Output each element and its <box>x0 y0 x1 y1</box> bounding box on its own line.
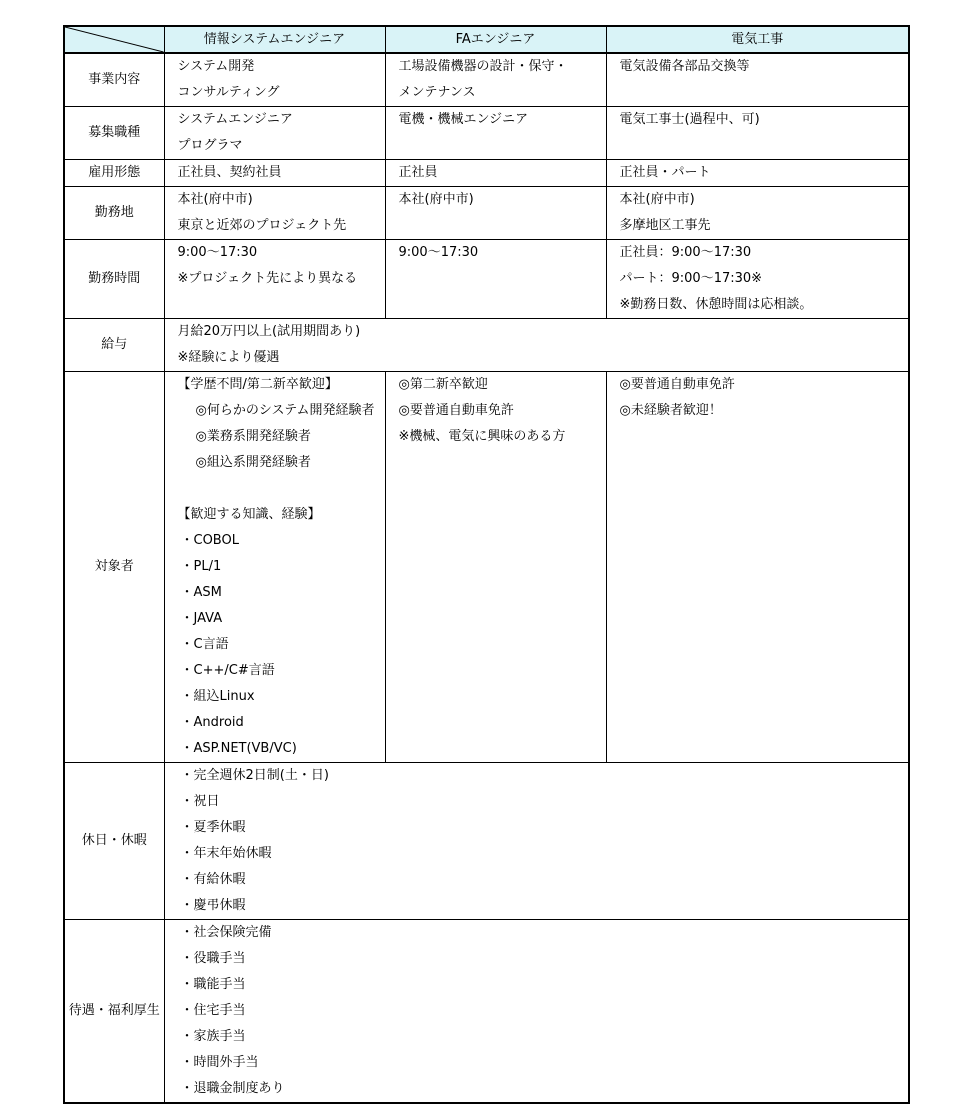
text-line: ・JAVA <box>180 611 223 626</box>
employment-c3 <box>606 160 909 187</box>
text-line: システムエンジニア <box>177 112 293 127</box>
text-line: パート：9:00～17:30※ <box>619 271 763 286</box>
header-row <box>64 26 909 53</box>
business-c2 <box>385 53 606 107</box>
employment-c1 <box>164 160 385 187</box>
list-item: ・時間外手当 <box>180 1055 259 1070</box>
hours-c2 <box>385 240 606 319</box>
row-salary <box>64 319 909 372</box>
header-info-system-engineer: 情報システムエンジニア <box>164 26 385 53</box>
text-line: ◎要普通自動車免許 <box>398 403 514 418</box>
list-item: ・住宅手当 <box>180 1003 246 1018</box>
location-c3 <box>606 187 909 240</box>
text-line: ・COBOL <box>180 533 239 548</box>
row-label-employment: 雇用形態 <box>64 160 164 187</box>
text-line: 【学歴不問/第二新卒歓迎】 <box>177 377 338 392</box>
text-line: ・C言語 <box>180 637 229 652</box>
list-item: ・慶弔休暇 <box>180 898 246 913</box>
header-electrical-work: 電気工事 <box>606 26 909 53</box>
text-line: ※プロジェクト先により異なる <box>177 271 358 286</box>
text-line: ・組込Linux <box>180 689 255 704</box>
list-item: ・祝日 <box>180 794 220 809</box>
text-line: 電気工事士(過程中、可) <box>619 112 760 127</box>
row-label-benefits: 待遇・福利厚生 <box>64 920 164 1104</box>
text-line: ・PL/1 <box>180 559 222 574</box>
target-c3 <box>606 372 909 763</box>
hours-c1 <box>164 240 385 319</box>
row-label-location: 勤務地 <box>64 187 164 240</box>
header-fa-engineer: FAエンジニア <box>385 26 606 53</box>
text-line: 正社員・パート <box>619 165 711 180</box>
row-label-holidays: 休日・休暇 <box>64 763 164 920</box>
text-line: ・C++/C#言語 <box>180 663 275 678</box>
text-line: 9:00～17:30 <box>177 245 258 260</box>
list-item: ・役職手当 <box>180 951 246 966</box>
text-line: システム開発 <box>177 59 255 74</box>
row-label-target: 対象者 <box>64 372 164 763</box>
text-line: ※経験により優遇 <box>177 350 280 365</box>
corner-cell <box>64 26 164 53</box>
positions-c1 <box>164 107 385 160</box>
row-positions <box>64 107 909 160</box>
row-location <box>64 187 909 240</box>
business-c3 <box>606 53 909 107</box>
text-line: ◎未経験者歓迎！ <box>619 403 722 418</box>
holidays-cell <box>164 763 909 920</box>
text-line: 【歓迎する知識、経験】 <box>177 507 321 522</box>
text-line: ◎第二新卒歓迎 <box>398 377 488 392</box>
text-line: コンサルティング <box>177 85 280 100</box>
benefits-cell <box>164 920 909 1104</box>
text-line: 正社員 <box>398 165 438 180</box>
row-holidays <box>64 763 909 920</box>
row-label-salary: 給与 <box>64 319 164 372</box>
text-line: プログラマ <box>177 138 243 153</box>
target-c1 <box>164 372 385 763</box>
positions-c3 <box>606 107 909 160</box>
positions-c2 <box>385 107 606 160</box>
list-item: ・完全週休2日制(土・日) <box>180 768 329 783</box>
employment-c2 <box>385 160 606 187</box>
text-line: 本社(府中市) <box>398 192 474 207</box>
list-item: ・職能手当 <box>180 977 246 992</box>
text-line: 東京と近郊のプロジェクト先 <box>177 218 347 233</box>
row-label-business: 事業内容 <box>64 53 164 107</box>
text-line: 月給20万円以上(試用期間あり) <box>177 324 361 339</box>
hours-c3 <box>606 240 909 319</box>
text-line: 多摩地区工事先 <box>619 218 711 233</box>
list-item: ・有給休暇 <box>180 872 246 887</box>
text-line: 工場設備機器の設計・保守・ <box>398 59 568 74</box>
text-line: 電機・機械エンジニア <box>398 112 529 127</box>
location-c1 <box>164 187 385 240</box>
text-line: 本社(府中市) <box>619 192 695 207</box>
list-item: ・年末年始休暇 <box>180 846 272 861</box>
text-line: メンテナンス <box>398 85 476 100</box>
row-employment <box>64 160 909 187</box>
text-line: 9:00～17:30 <box>398 245 479 260</box>
text-line: 正社員：9:00～17:30 <box>619 245 752 260</box>
recruitment-table <box>63 25 910 1104</box>
text-line: ◎組込系開発経験者 <box>195 455 311 470</box>
text-line: ◎要普通自動車免許 <box>619 377 735 392</box>
text-line: ・ASP.NET(VB/VC) <box>180 741 297 756</box>
row-business <box>64 53 909 107</box>
location-c2 <box>385 187 606 240</box>
text-line: ※勤務日数、休憩時間は応相談。 <box>619 297 813 312</box>
row-target <box>64 372 909 763</box>
row-label-positions: 募集職種 <box>64 107 164 160</box>
list-item: ・社会保険完備 <box>180 925 272 940</box>
target-c2 <box>385 372 606 763</box>
text-line: ・ASM <box>180 585 222 600</box>
text-line: ・Android <box>180 715 244 730</box>
text-line: 電気設備各部品交換等 <box>619 59 750 74</box>
list-item: ・夏季休暇 <box>180 820 246 835</box>
row-label-hours: 勤務時間 <box>64 240 164 319</box>
text-line: 正社員、契約社員 <box>177 165 282 180</box>
list-item: ・退職金制度あり <box>180 1081 285 1096</box>
diagonal-line <box>65 27 164 52</box>
text-line: ◎業務系開発経験者 <box>195 429 311 444</box>
row-hours <box>64 240 909 319</box>
blank-line <box>178 476 385 502</box>
text-line: ※機械、電気に興味のある方 <box>398 429 566 444</box>
list-item: ・家族手当 <box>180 1029 246 1044</box>
salary-cell <box>164 319 909 372</box>
text-line: ◎何らかのシステム開発経験者 <box>195 403 375 418</box>
business-c1 <box>164 53 385 107</box>
text-line: 本社(府中市) <box>177 192 253 207</box>
row-benefits <box>64 920 909 1104</box>
